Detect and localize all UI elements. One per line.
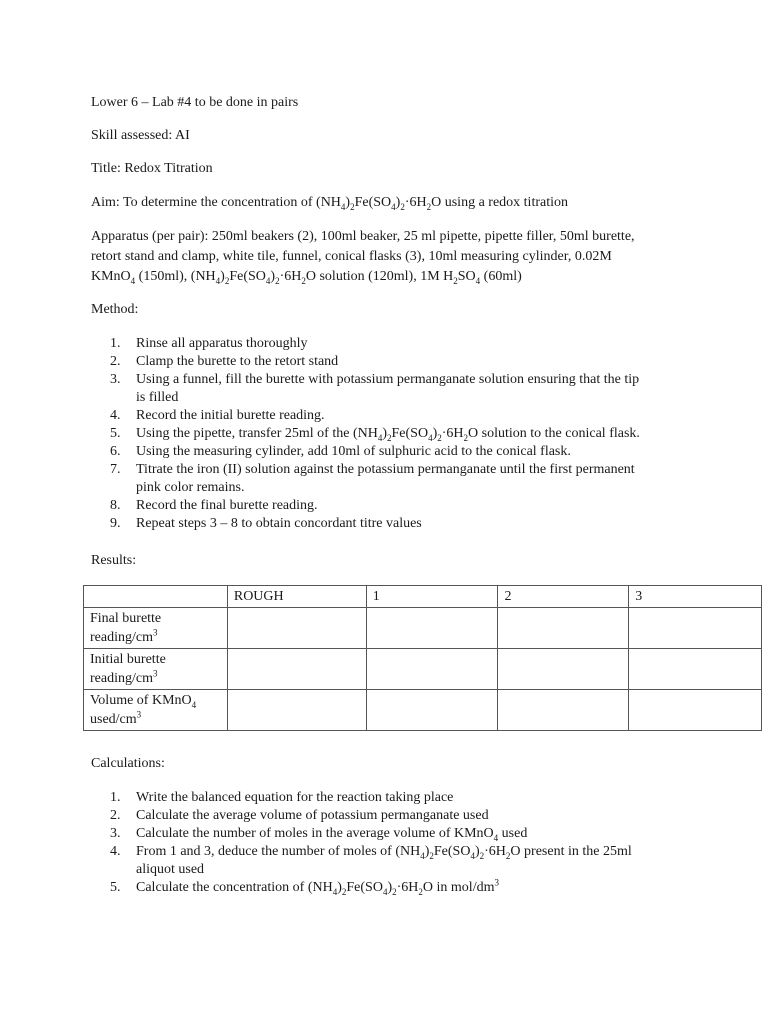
list-item: 5. Using the pipette, transfer 25ml of the $(NH_4)_2Fe(SO_4)_2\cdot 6H_2O$ solution to the conical flask. (110, 426, 640, 443)
formula: $(NH_4)_2Fe(SO_4)_2\cdot 6H_2O$ (316, 195, 442, 212)
list-item: 1. Rinse all apparatus thoroughly (110, 336, 308, 351)
table-cell[interactable] (227, 690, 366, 731)
formula: $(NH_4)_2Fe(SO_4)_2\cdot 6H_2O$ (190, 269, 316, 286)
table-cell[interactable] (498, 608, 629, 649)
list-item: 7. Titrate the iron (II) solution against the potassium permanganate until the first permanent pink color remains. (110, 462, 635, 495)
formula: $(NH_4)_2Fe(SO_4)_2\cdot 6H_2O$ (352, 426, 479, 443)
table-cell[interactable] (366, 690, 498, 731)
table-cell[interactable] (366, 608, 498, 649)
list-item: 4. Record the initial burette reading. (110, 408, 325, 423)
row-label: Volume of KMnO$_4$ used/$cm^3$ (84, 690, 228, 731)
table-cell[interactable] (629, 690, 762, 731)
table-header-row (84, 586, 762, 608)
table-cell[interactable] (629, 608, 762, 649)
list-item: 9. Repeat steps 3 – 8 to obtain concordant titre values (110, 516, 422, 531)
list-item: 2. Clamp the burette to the retort stand (110, 354, 339, 369)
method-heading: Method: (91, 302, 139, 317)
calculations-heading: Calculations: (91, 756, 165, 771)
list-item: 3. Using a funnel, fill the burette with potassium permanganate solution ensuring that the tip is filled (110, 372, 640, 405)
table-header-cell: ROUGH (227, 586, 366, 608)
skill-assessed: Skill assessed: AI (91, 128, 190, 143)
list-item: 2. Calculate the average volume of potassium permanganate used (110, 808, 489, 823)
table-cell[interactable] (629, 649, 762, 690)
list-item: 5. Calculate the concentration of $(NH_4)_2Fe(SO_4)_2\cdot 6H_2O$ in mol/$dm^3$ (110, 877, 499, 897)
results-table (83, 585, 762, 731)
list-item: 6. Using the measuring cylinder, add 10ml of sulphuric acid to the conical flask. (110, 444, 571, 459)
row-label: Final burette reading/$cm^3$ (84, 608, 228, 649)
formula: $(NH_4)_2Fe(SO_4)_2\cdot 6H_2O$ (395, 844, 521, 861)
table-cell[interactable] (366, 649, 498, 690)
course-line: Lower 6 – Lab #4 to be done in pairs (91, 95, 299, 110)
table-cell[interactable] (498, 649, 629, 690)
table-header-cell: 2 (498, 586, 629, 608)
table-cell[interactable] (227, 608, 366, 649)
lab-title: Title: Redox Titration (91, 161, 213, 176)
aim: Aim: To determine the concentration of $(NH_4)_2Fe(SO_4)_2\cdot 6H_2O$ using a redox titration (91, 195, 568, 212)
apparatus-line-1: Apparatus (per pair): 250ml beakers (2), 100ml beaker, 25 ml pipette, pipette filler, 50ml burette, (91, 229, 635, 244)
table-row (84, 690, 762, 731)
results-heading: Results: (91, 553, 137, 568)
apparatus-line-3: KMnO$_4$ (150ml), $(NH_4)_2Fe(SO_4)_2\cdot 6H_2O$ solution (120ml), 1M $H_2SO_4$ (60ml) (91, 269, 522, 286)
table-cell[interactable] (227, 649, 366, 690)
table-row (84, 649, 762, 690)
table-header-cell (84, 586, 228, 608)
list-item: 8. Record the final burette reading. (110, 498, 318, 513)
list-item: 1. Write the balanced equation for the reaction taking place (110, 790, 454, 805)
table-cell[interactable] (498, 690, 629, 731)
apparatus-line-2: retort stand and clamp, white tile, funnel, conical flasks (3), 10ml measuring cylinder, 0.02M (91, 249, 612, 264)
list-item: 3. Calculate the number of moles in the average volume of KMnO$_4$ used (110, 826, 528, 843)
calculations-list (110, 789, 690, 897)
method-list (110, 335, 690, 533)
table-row (84, 608, 762, 649)
table-header-cell: 3 (629, 586, 762, 608)
table-header-cell: 1 (366, 586, 498, 608)
formula: $(NH_4)_2Fe(SO_4)_2\cdot 6H_2O$ (307, 880, 434, 897)
row-label: Initial burette reading/$cm^3$ (84, 649, 228, 690)
list-item: 4. From 1 and 3, deduce the number of moles of $(NH_4)_2Fe(SO_4)_2\cdot 6H_2O$ present in the 25ml aliquot used (110, 844, 632, 877)
